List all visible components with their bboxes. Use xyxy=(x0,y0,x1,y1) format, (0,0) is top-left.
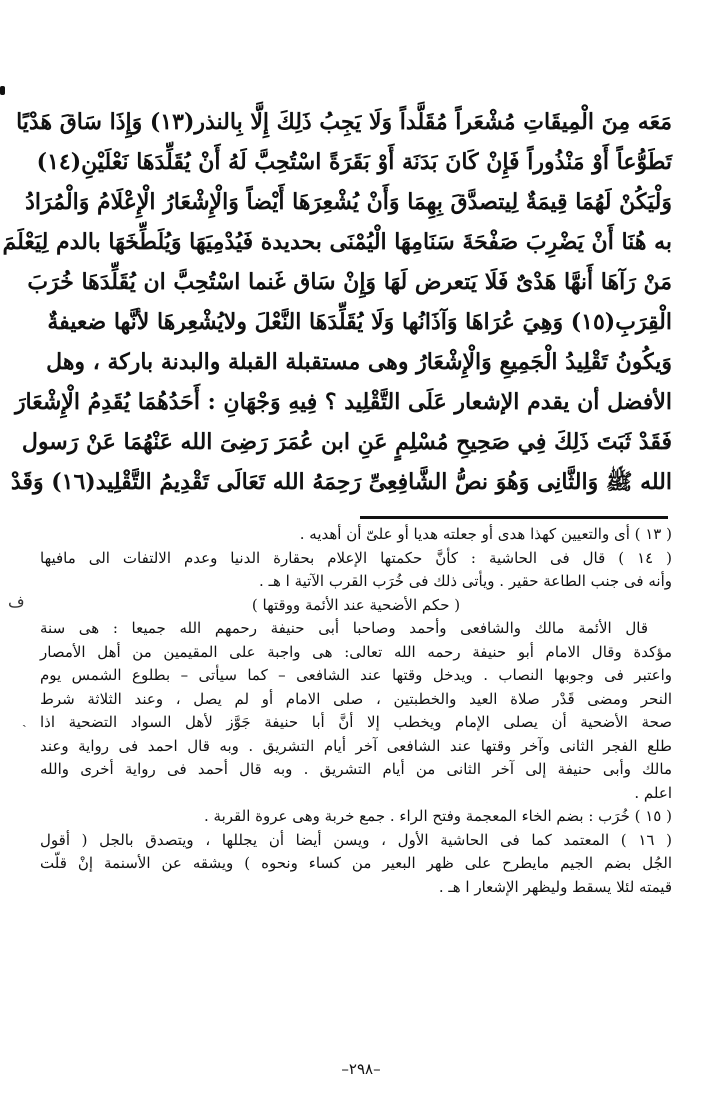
margin-tick: ˎ xyxy=(22,712,27,728)
footnote-line: مؤكدة وقال الامام أبو حنيفة رحمه الله تعالى: هى واجبة على المقيمين من أهل الأمصار xyxy=(40,642,672,661)
footnote-line: ( ١٦ ) المعتمد كما فى الحاشية الأول ، ويسن أيضا أن يجللها ، ويتصدق بالجل ( أقول xyxy=(40,830,672,849)
margin-annotation: ف xyxy=(8,592,25,611)
main-text-line: الأفضل أن يقدم الإشعار عَلَى التَّقْلِيد ؟ فِيهِ وَجْهَانِ : أَحَدُهُمَا يُقَدِمُ الْإِشْعَارَ xyxy=(14,389,672,415)
main-text-line: الله ﷺ وَالثَّانِى وَهُوَ نصُّ الشَّافِعِىِّ رَحِمَهُ الله تَعَالَى تَقْدِيمُ التَّقْلِيد(١٦) وَقَدْ xyxy=(10,469,672,495)
footnote-line: ( ١٤ ) قال فى الحاشية : كأنَّ حكمتها الإعلام بحقارة الدنيا وعدم الالتفات الى مافيها xyxy=(40,548,672,567)
footnote-line: وأنه فى جنب الطاعة حقير . ويأتى ذلك فى خُرَب القرب الآتية ا هـ . xyxy=(259,572,672,590)
main-text-line: الْقِرَبِ(١٥) وَهِيَ عُرَاهَا وَآذَانُها وَلَا يُقَلِّدَهَا النَّعْلَ ولايُشْعِرهَا لأنَّها ضعيفةٌ xyxy=(47,309,672,335)
footnote-separator-rule xyxy=(360,516,668,519)
footnote-line: اعلم . xyxy=(634,783,672,802)
footnote-line: ( ١٥ ) خُرَب : بضم الخاء المعجمة وفتح الراء . جمع خربة وهى عروة القربة . xyxy=(204,807,672,825)
page-number: –٢٩٨– xyxy=(341,1060,381,1078)
footnote-line: ( ١٣ ) أى والتعيين كهذا هدى أو جعلته هديا أو علىّ أن أهديه . xyxy=(299,525,672,543)
footnote-line: ( حكم الأضحية عند الأئمة ووقتها ) xyxy=(251,595,461,614)
footnote-line: طلع الفجر الثانى وآخر وقتها عند الشافعى آخر أيام التشريق . وبه قال احمد فى رواية وعند xyxy=(40,736,672,755)
footnote-line: قيمته لئلا يسقط وليظهر الإشعار ا هـ . xyxy=(438,877,672,896)
main-text-line: فَقَدْ ثَبَتَ ذَلِكَ فِي صَحِيحِ مُسْلِمٍ عَنِ ابن عُمَرَ رَضِىَ الله عَنْهُمَا عَنْ رَسول xyxy=(21,429,672,455)
footnotes-block xyxy=(40,523,672,899)
main-text-line: مَعَه مِنَ الْمِيقَاتِ مُشْعَراً مُقَلَّداً وَلَا يَجِبُ ذَلِكَ إِلَّا بِالنذر(١٣) وَإِذَا سَاقَ هَدْيًا xyxy=(16,109,672,135)
footnote-line: الجُل بضم الجيم مايطرح على ظهر البعير من كساء ونحوه ) ويشقه عن الأسنمة إنْ قلّت xyxy=(40,854,672,872)
margin-dot xyxy=(0,86,5,95)
footnote-line: مالك وأبى حنيفة إلى آخر الثانى من أيام التشريق . وبه قال أحمد فى رواية أخرى والله xyxy=(40,760,672,778)
main-text-line: وَيكُونُ تَقْلِيدُ الْجَمِيعِ وَالْإِشْعَارُ وهى مستقبلة القبلة والبدنة باركة ، وهل xyxy=(46,349,672,375)
footnote-line: صحة الأضحية أن يصلى الإمام ويخطب إلا أنَّ أبا حنيفة جَوَّز لأهل السواد التضحية اذا xyxy=(40,713,672,731)
main-text-line: به هُنَا أَنْ يَضْرِبَ صَفْحَةَ سَنَامِهَا الْيُمْنَى بحديدة فَيُدْمِيَهَا وَيُلَطِّخَهَا بالدم لِيَعْلَمَ xyxy=(2,229,672,255)
footnote-line: قال الأئمة مالك والشافعى وأحمد وصاحبا أبى حنيفة رحمهم الله جميعا : هى سنة xyxy=(40,619,648,637)
footnote-line: النحر ومضى قَدْر صلاة العيد والخطبتين ، صلى الامام أو لم يصل ، وعند الثلاثة شرط xyxy=(40,689,672,708)
main-text-line: تَطَوُّعاً أَوْ مَنْذُوراً فَإِنْ كَانَ بَدَنَة أَوْ بَقَرَةً اسْتُحِبَّ لَهُ أَنْ يُقَلِّدَهَا نَعْلَيْنِ(١٤) xyxy=(36,149,672,175)
footnote-line: واعتبر فى وجوبها النصاب . ويدخل وقتها عند الشافعى – كما سيأتى – بطلوع الشمس يوم xyxy=(40,666,672,684)
main-text-block xyxy=(2,102,672,502)
main-text-line: مَنْ رَآهَا أَنهَّا هَدْىٌ فَلَا يَتعرض لَهَا وَإِنْ سَاق غَنما اسْتُحِبَّ ان يُقَلِّدَهَا خُرَبَ xyxy=(27,269,672,295)
main-text-line: وَلْيَكُنْ لَهُمَا قِيمَةٌ لِيتصدَّقَ بِهِمَا وَأَنْ يُشْعِرَهَا أَيْضاً وَالْإِشْعَارُ الْإِعْلَامُ وَالْمُرَادُ xyxy=(25,189,672,215)
